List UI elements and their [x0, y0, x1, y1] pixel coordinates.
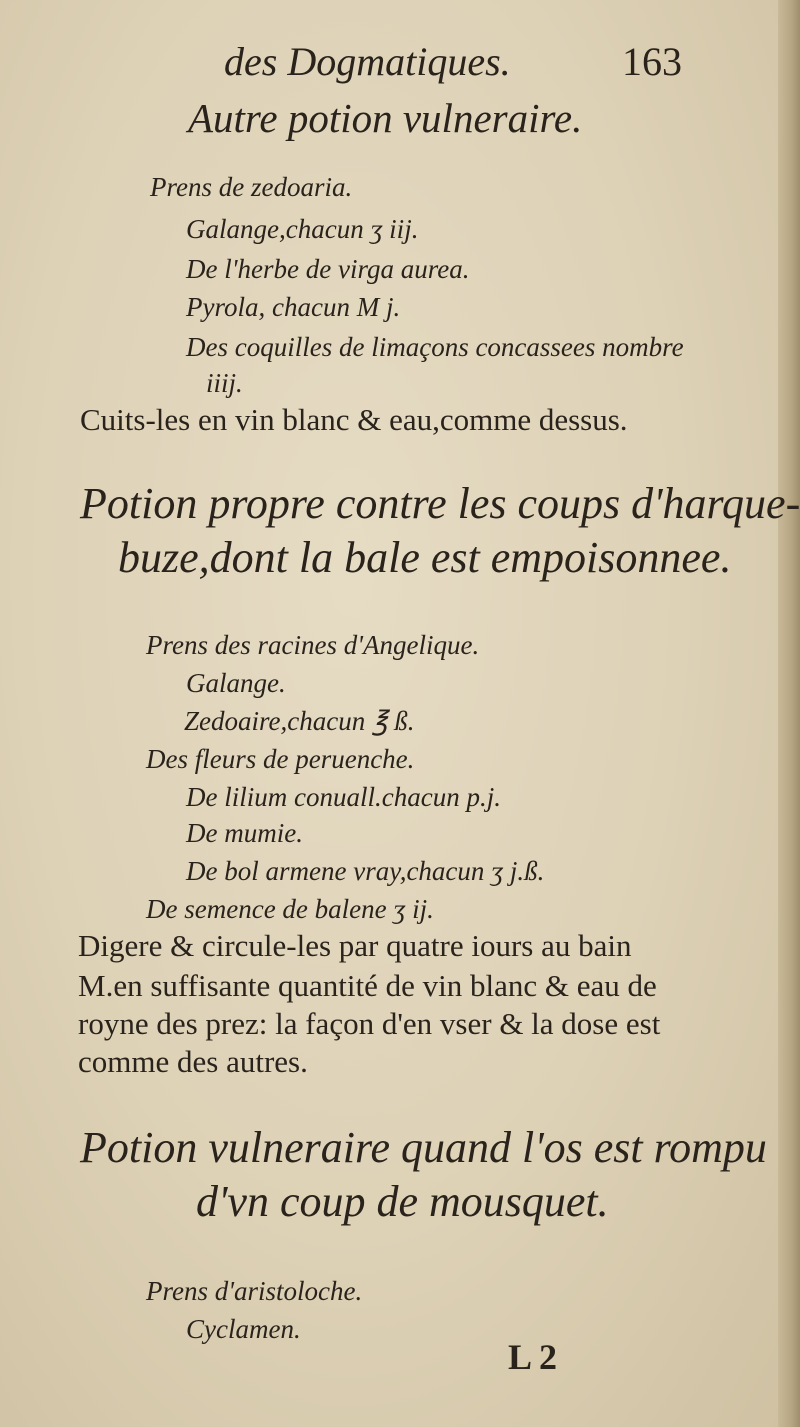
recipe-line: Des coquilles de limaçons concassees nombre — [186, 332, 684, 362]
running-title: des Dogmatiques. — [224, 39, 511, 84]
recipe-line: Galange. — [186, 668, 286, 698]
section-title-3-line1: Potion vulneraire quand l'os est rompu — [80, 1123, 767, 1172]
recipe-line: Prens de zedoaria. — [150, 172, 353, 202]
instruction-line: comme des autres. — [78, 1044, 308, 1079]
recipe-line: iiij. — [206, 368, 243, 398]
recipe-line: Prens d'aristoloche. — [146, 1276, 363, 1306]
section-title-1: Autre potion vulneraire. — [188, 95, 583, 141]
section-title-3-line2: d'vn coup de mousquet. — [196, 1177, 609, 1226]
recipe-line: Zedoaire,chacun ℥ ß. — [184, 706, 415, 736]
recipe-line: Galange,chacun ʒ iij. — [186, 214, 419, 244]
recipe-line: De bol armene vray,chacun ʒ j.ß. — [186, 856, 545, 886]
recipe-line: De mumie. — [186, 818, 303, 848]
instruction-line: M.en suffisante quantité de vin blanc & eau de — [78, 968, 657, 1003]
recipe-line: Des fleurs de peruenche. — [146, 744, 415, 774]
recipe-line: Pyrola, chacun M j. — [186, 292, 401, 322]
section-title-2-line1: Potion propre contre les coups d'harque- — [80, 479, 800, 528]
recipe-line: De l'herbe de virga aurea. — [186, 254, 470, 284]
section-title-2-line2: buze,dont la bale est empoisonnee. — [118, 533, 732, 582]
instruction-line: Cuits-les en vin blanc & eau,comme dessus. — [80, 402, 628, 437]
page-edge — [778, 0, 800, 1427]
recipe-line: De semence de balene ʒ ij. — [146, 894, 434, 924]
catchword: L 2 — [508, 1337, 558, 1377]
recipe-line: Cyclamen. — [186, 1314, 301, 1344]
recipe-line: De lilium conuall.chacun p.j. — [186, 782, 501, 812]
recipe-line: Prens des racines d'Angelique. — [146, 630, 480, 660]
page-number: 163 — [622, 39, 682, 84]
instruction-line: Digere & circule-les par quatre iours au bain — [78, 928, 632, 963]
instruction-line: royne des prez: la façon d'en vser & la dose est — [78, 1006, 661, 1041]
